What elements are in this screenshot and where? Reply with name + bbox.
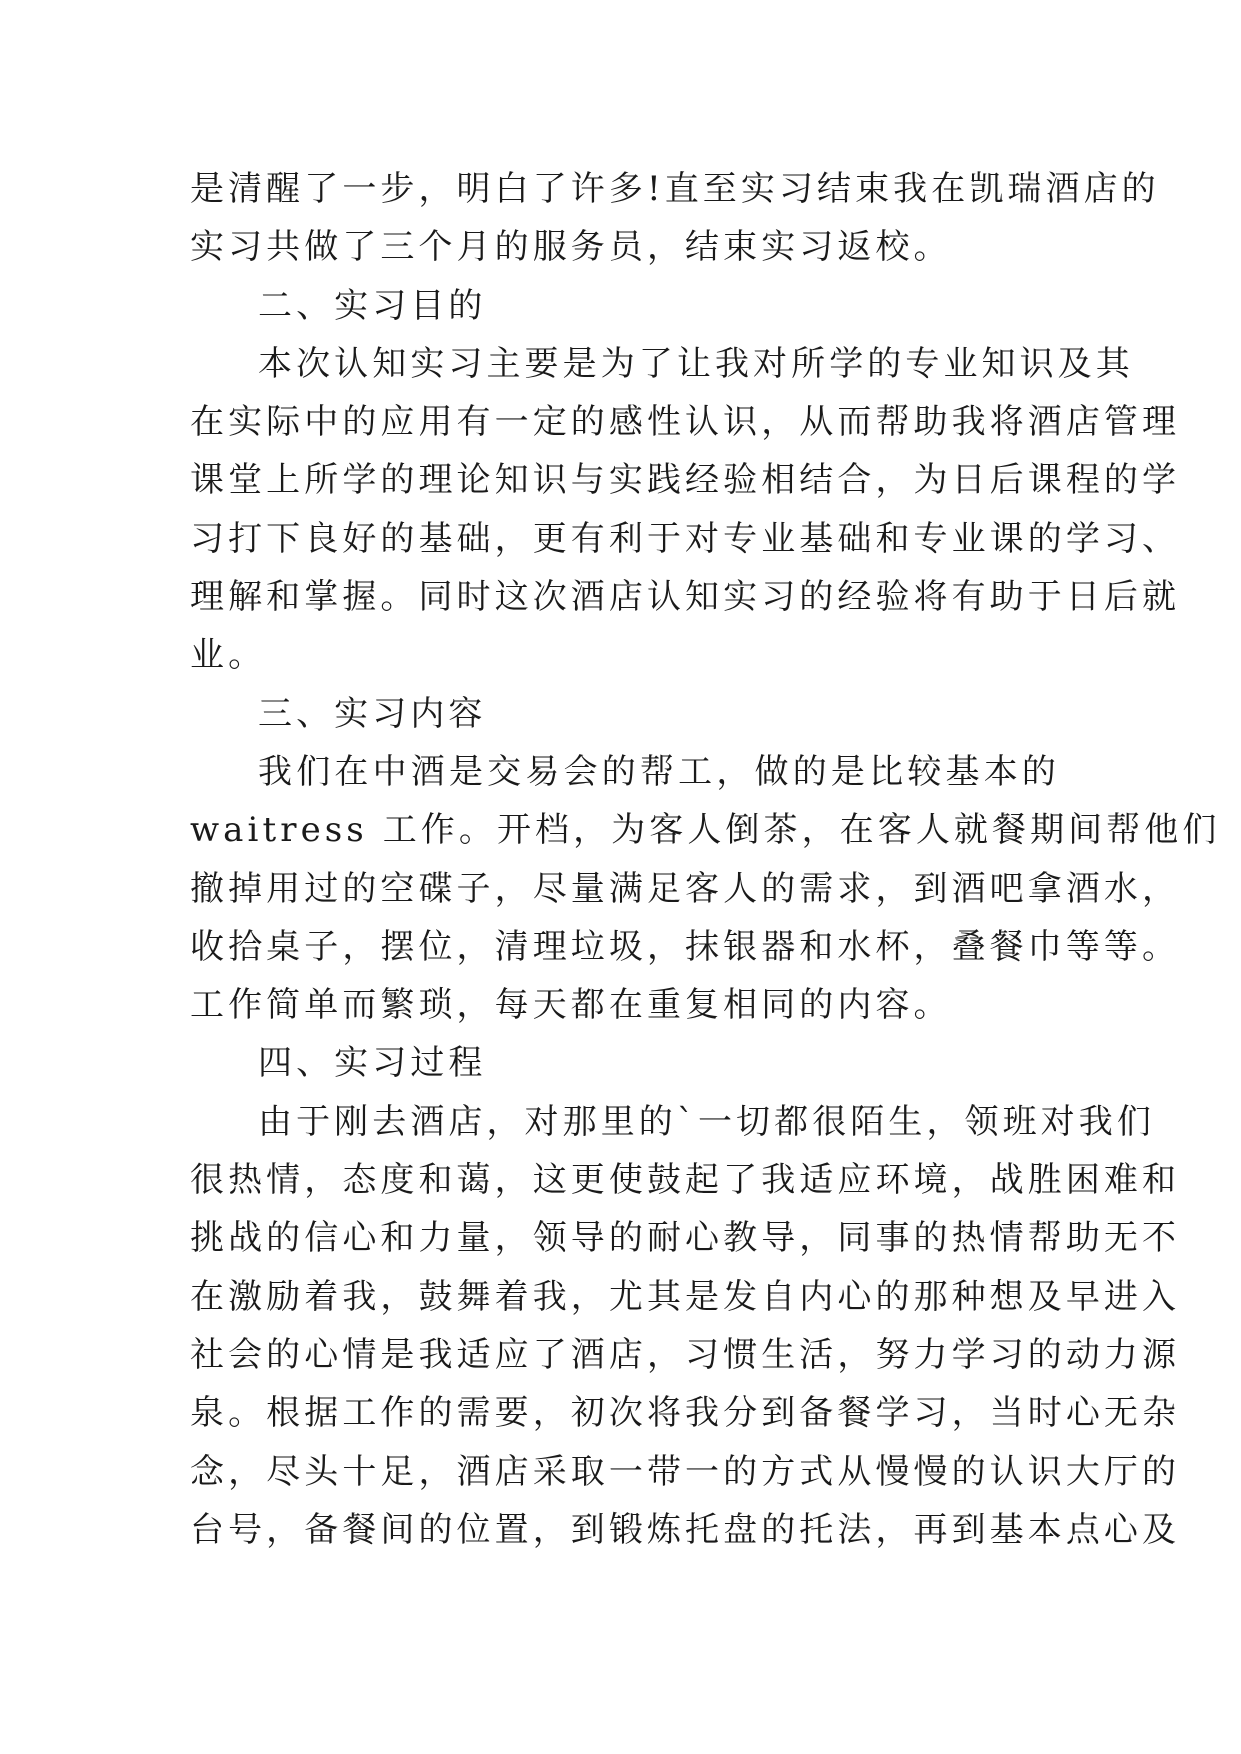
text-line: 实习共做了三个月的服务员，结束实习返校。 bbox=[190, 227, 952, 268]
text-line: 撤掉用过的空碟子，尽量满足客人的需求，到酒吧拿酒水， bbox=[190, 868, 1181, 909]
text-line: 在激励着我，鼓舞着我，尤其是发自内心的那种想及早进入 bbox=[190, 1276, 1181, 1317]
text-line: 台号，备餐间的位置，到锻炼托盘的托法，再到基本点心及 bbox=[190, 1509, 1181, 1550]
text-line: 课堂上所学的理论知识与实践经验相结合，为日后课程的学 bbox=[190, 460, 1181, 501]
text-line: 挑战的信心和力量，领导的耐心教导，同事的热情帮助无不 bbox=[190, 1218, 1181, 1259]
text-line: 工作简单而繁琐，每天都在重复相同的内容。 bbox=[190, 985, 952, 1026]
section-heading: 二、实习目的 bbox=[258, 285, 487, 326]
text-line: 由于刚去酒店，对那里的`一切都很陌生，领班对我们 bbox=[258, 1101, 1155, 1142]
text-line: 收拾桌子，摆位，清理垃圾，抹银器和水杯，叠餐巾等等。 bbox=[190, 926, 1181, 967]
section-heading: 四、实习过程 bbox=[258, 1043, 487, 1084]
text-line: 理解和掌握。同时这次酒店认知实习的经验将有助于日后就 bbox=[190, 577, 1181, 618]
text-line: 本次认知实习主要是为了让我对所学的专业知识及其 bbox=[258, 343, 1134, 384]
text-line: 是清醒了一步，明白了许多!直至实习结束我在凯瑞酒店的 bbox=[190, 169, 1160, 209]
text-line: 我们在中酒是交易会的帮工，做的是比较基本的 bbox=[258, 751, 1060, 792]
text-line: 泉。根据工作的需要，初次将我分到备餐学习，当时心无杂 bbox=[190, 1393, 1181, 1434]
text-line: 很热情，态度和蔼，这更使鼓起了我适应环境，战胜困难和 bbox=[190, 1160, 1181, 1201]
text-line: 业。 bbox=[190, 635, 267, 676]
text-line: waitress 工作。开档，为客人倒茶，在客人就餐期间帮他们 bbox=[190, 810, 1221, 851]
text-line: 习打下良好的基础，更有利于对专业基础和专业课的学习、 bbox=[190, 518, 1181, 559]
document-body bbox=[190, 160, 1221, 1559]
text-line: 在实际中的应用有一定的感性认识，从而帮助我将酒店管理 bbox=[190, 402, 1181, 443]
text-line: 社会的心情是我适应了酒店，习惯生活，努力学习的动力源 bbox=[190, 1334, 1181, 1375]
section-heading: 三、实习内容 bbox=[258, 693, 487, 734]
text-line: 念，尽头十足，酒店采取一带一的方式从慢慢的认识大厅的 bbox=[190, 1451, 1181, 1492]
